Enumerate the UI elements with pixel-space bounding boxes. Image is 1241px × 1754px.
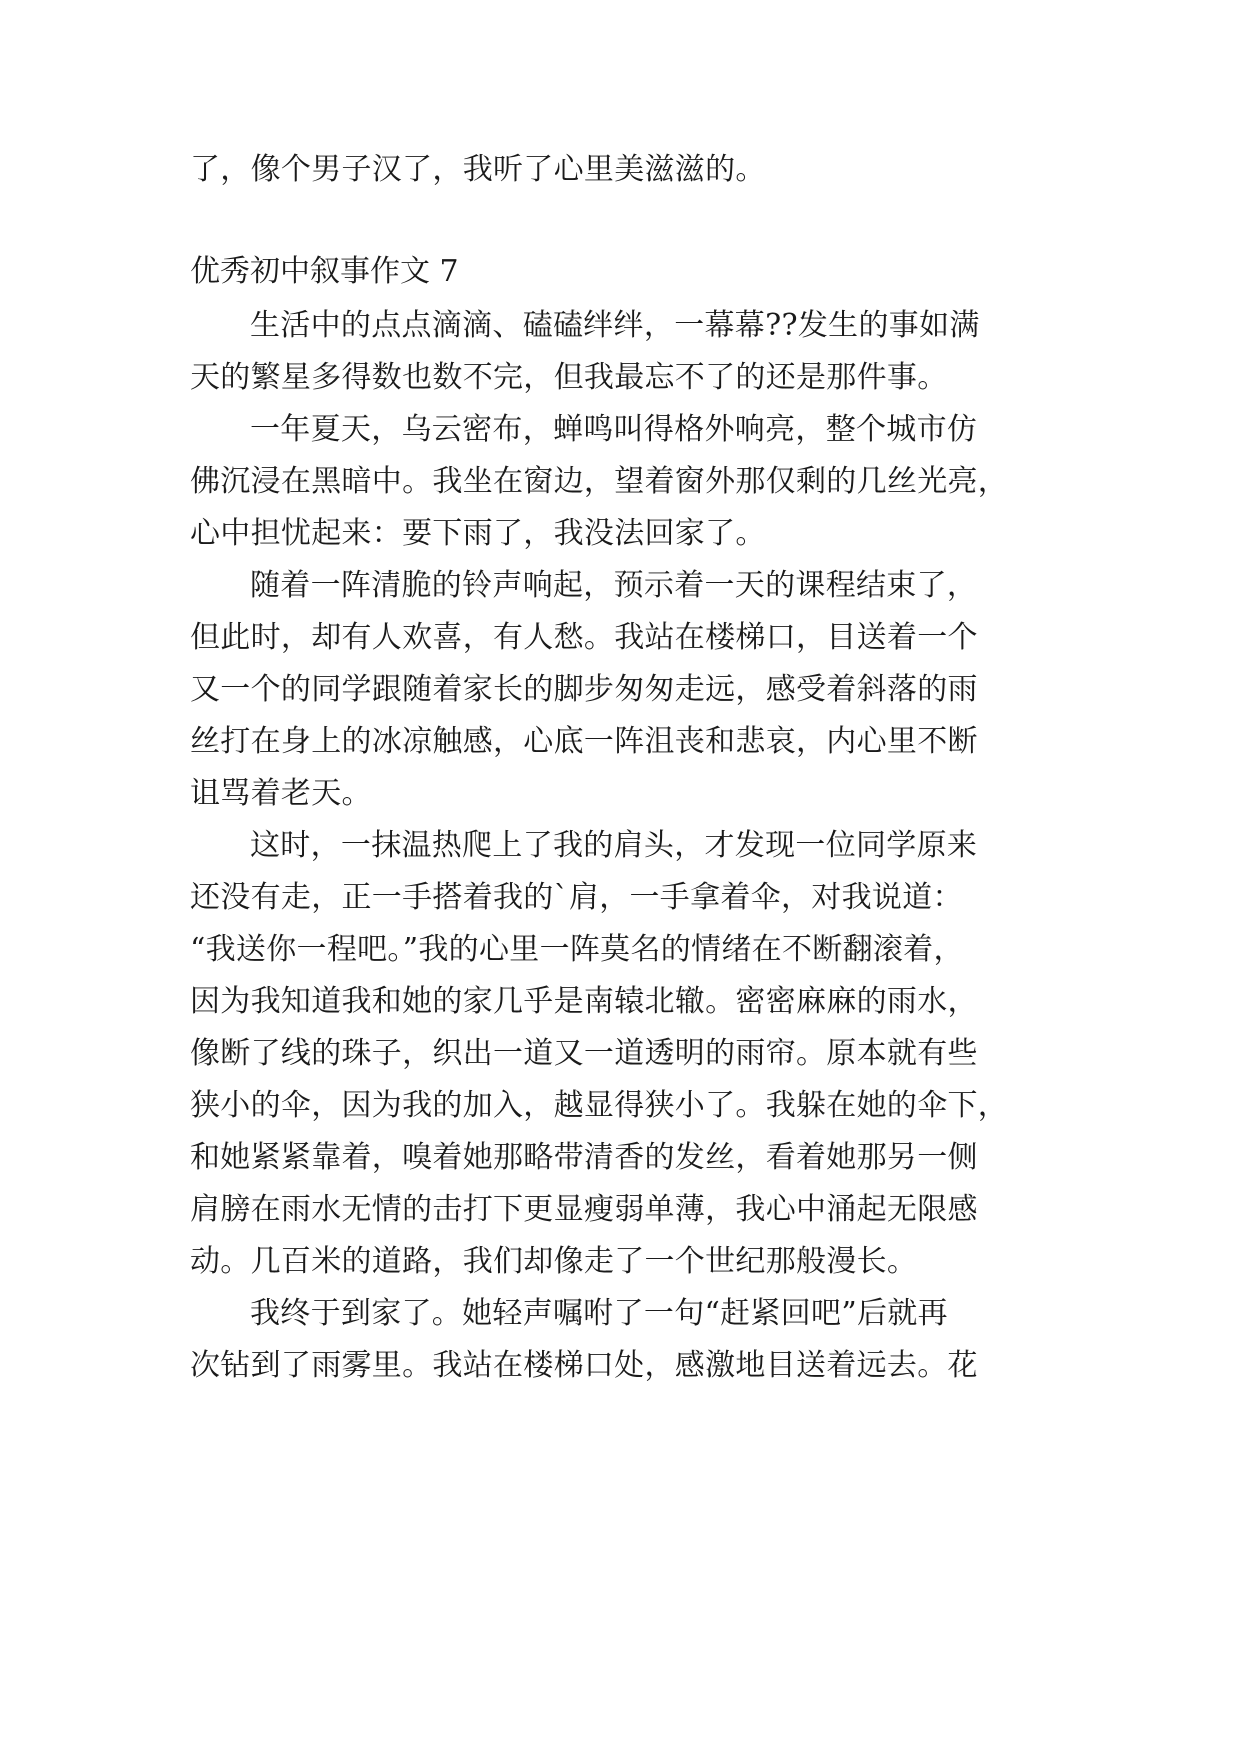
text-line: 我终于到家了。她轻声嘱咐了一句“赶紧回吧”后就再 [250,1296,948,1331]
text-line: 动。几百米的道路，我们却像走了一个世纪那般漫长。 [190,1244,918,1279]
text-line: 一年夏天，乌云密布，蝉鸣叫得格外响亮，整个城市仿 [250,412,978,447]
text-line: 生活中的点点滴滴、磕磕绊绊，一幕幕??发生的事如满 [250,308,980,343]
text-line: 肩膀在雨水无情的击打下更显瘦弱单薄，我心中涌起无限感 [190,1192,978,1227]
text-line: 诅骂着老天。 [190,776,372,811]
section-heading: 优秀初中叙事作文 7 [190,254,459,289]
text-line: 随着一阵清脆的铃声响起，预示着一天的课程结束了， [250,568,978,603]
text-line: 但此时，却有人欢喜，有人愁。我站在楼梯口，目送着一个 [190,620,978,655]
text-line: 佛沉浸在黑暗中。我坐在窗边，望着窗外那仅剩的几丝光亮， [190,464,1009,499]
text-line: 狭小的伞，因为我的加入，越显得狭小了。我躲在她的伞下， [190,1088,1009,1123]
text-line: 次钻到了雨雾里。我站在楼梯口处，感激地目送着远去。花 [190,1348,978,1383]
text-line: 天的繁星多得数也数不完，但我最忘不了的还是那件事。 [190,360,948,395]
text-line: 又一个的同学跟随着家长的脚步匆匆走远，感受着斜落的雨 [190,672,978,707]
text-line: 和她紧紧靠着，嗅着她那略带清香的发丝，看着她那另一侧 [190,1140,978,1175]
text-line: 像断了线的珠子，织出一道又一道透明的雨帘。原本就有些 [190,1036,978,1071]
text-line: 丝打在身上的冰凉触感，心底一阵沮丧和悲哀，内心里不断 [190,724,978,759]
text-line: 因为我知道我和她的家几乎是南辕北辙。密密麻麻的雨水， [190,984,978,1019]
text-line: “我送你一程吧。”我的心里一阵莫名的情绪在不断翻滚着， [190,932,964,967]
text-line: 这时，一抹温热爬上了我的肩头，才发现一位同学原来 [250,828,978,863]
text-line: 心中担忧起来：要下雨了，我没法回家了。 [190,516,766,551]
text-line: 还没有走，正一手搭着我的`肩，一手拿着伞，对我说道： [190,880,963,915]
text-line: 了，像个男子汉了，我听了心里美滋滋的。 [190,152,766,187]
